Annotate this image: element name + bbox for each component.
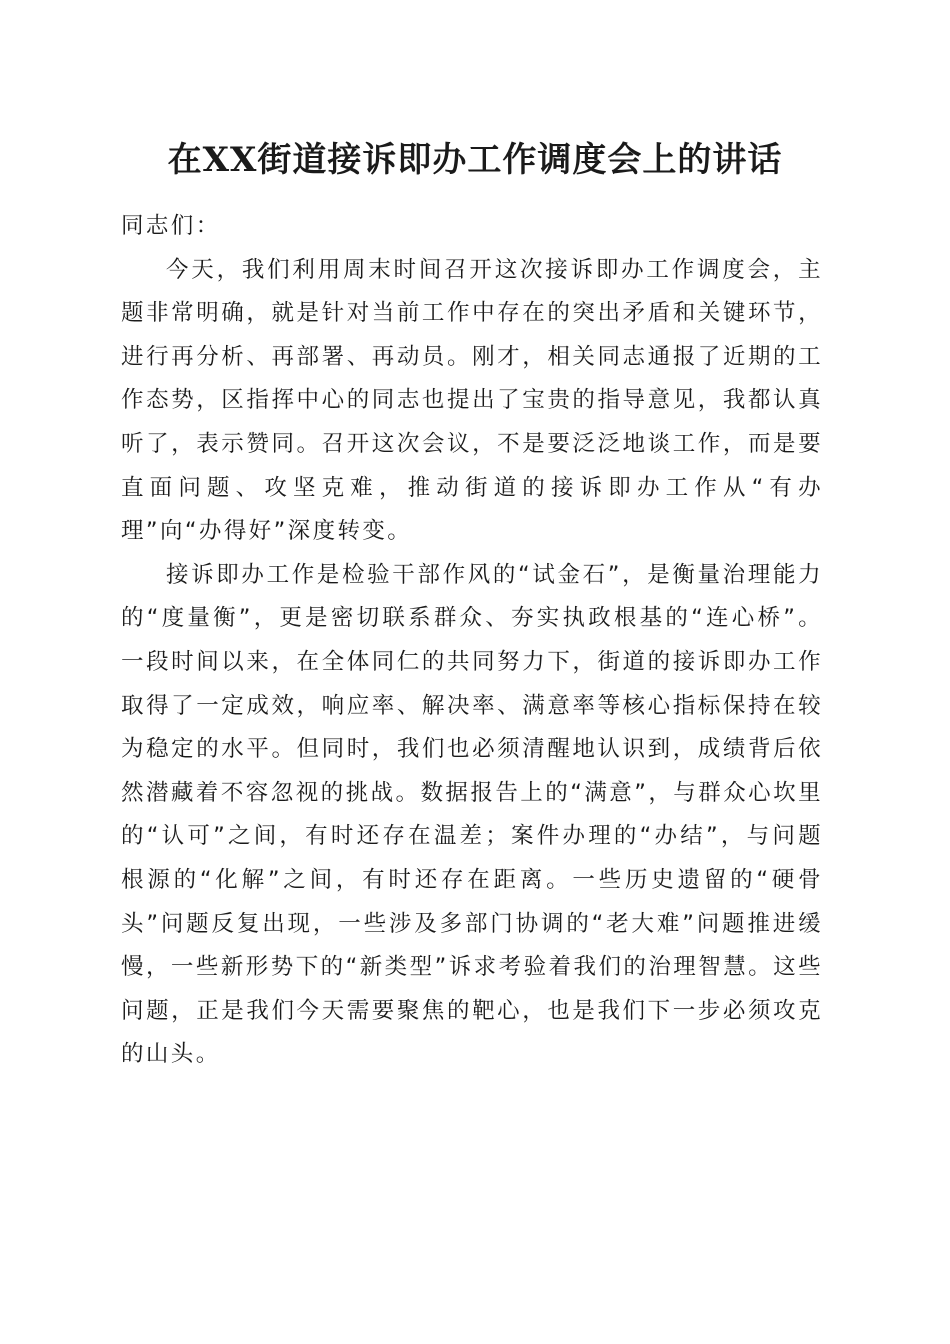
paragraph-1: 今天，我们利用周末时间召开这次接诉即办工作调度会，主题非常明确，就是针对当前工作中存在的突出矛盾和关键环节，进行再分析、再部署、再动员。刚才，相关同志通报了近期的工作态势，区指挥中心的同志也提出了宝贵的指导意见，我都认真听了，表示赞同。召开这次会议，不是要泛泛地谈工作，而是要直面问题、攻坚克难，推动街道的接诉即办工作从“有办理”向“办得好”深度转变。 xyxy=(121,256,823,545)
paragraph-2: 接诉即办工作是检验干部作风的“试金石”，是衡量治理能力的“度量衡”，更是密切联系群众、夯实执政根基的“连心桥”。一段时间以来，在全体同仁的共同努力下，街道的接诉即办工作取得了一定成效，响应率、解决率、满意率等核心指标保持在较为稳定的水平。但同时，我们也必须清醒地认识到，成绩背后依然潜藏着不容忽视的挑战。数据报告上的“满意”，与群众心坎里的“认可”之间，有时还存在温差；案件办理的“办结”，与问题根源的“化解”之间，有时还存在距离。一些历史遗留的“硬骨头”问题反复出现，一些涉及多部门协调的“老大难”问题推进缓慢，一些新形势下的“新类型”诉求考验着我们的治理智慧。这些问题，正是我们今天需要聚焦的靶心，也是我们下一步必须攻克的山头。 xyxy=(121,561,823,1068)
document-body xyxy=(121,205,823,1077)
salutation: 同志们： xyxy=(121,213,221,239)
document-title: 在XX街道接诉即办工作调度会上的讲话 xyxy=(167,140,783,180)
